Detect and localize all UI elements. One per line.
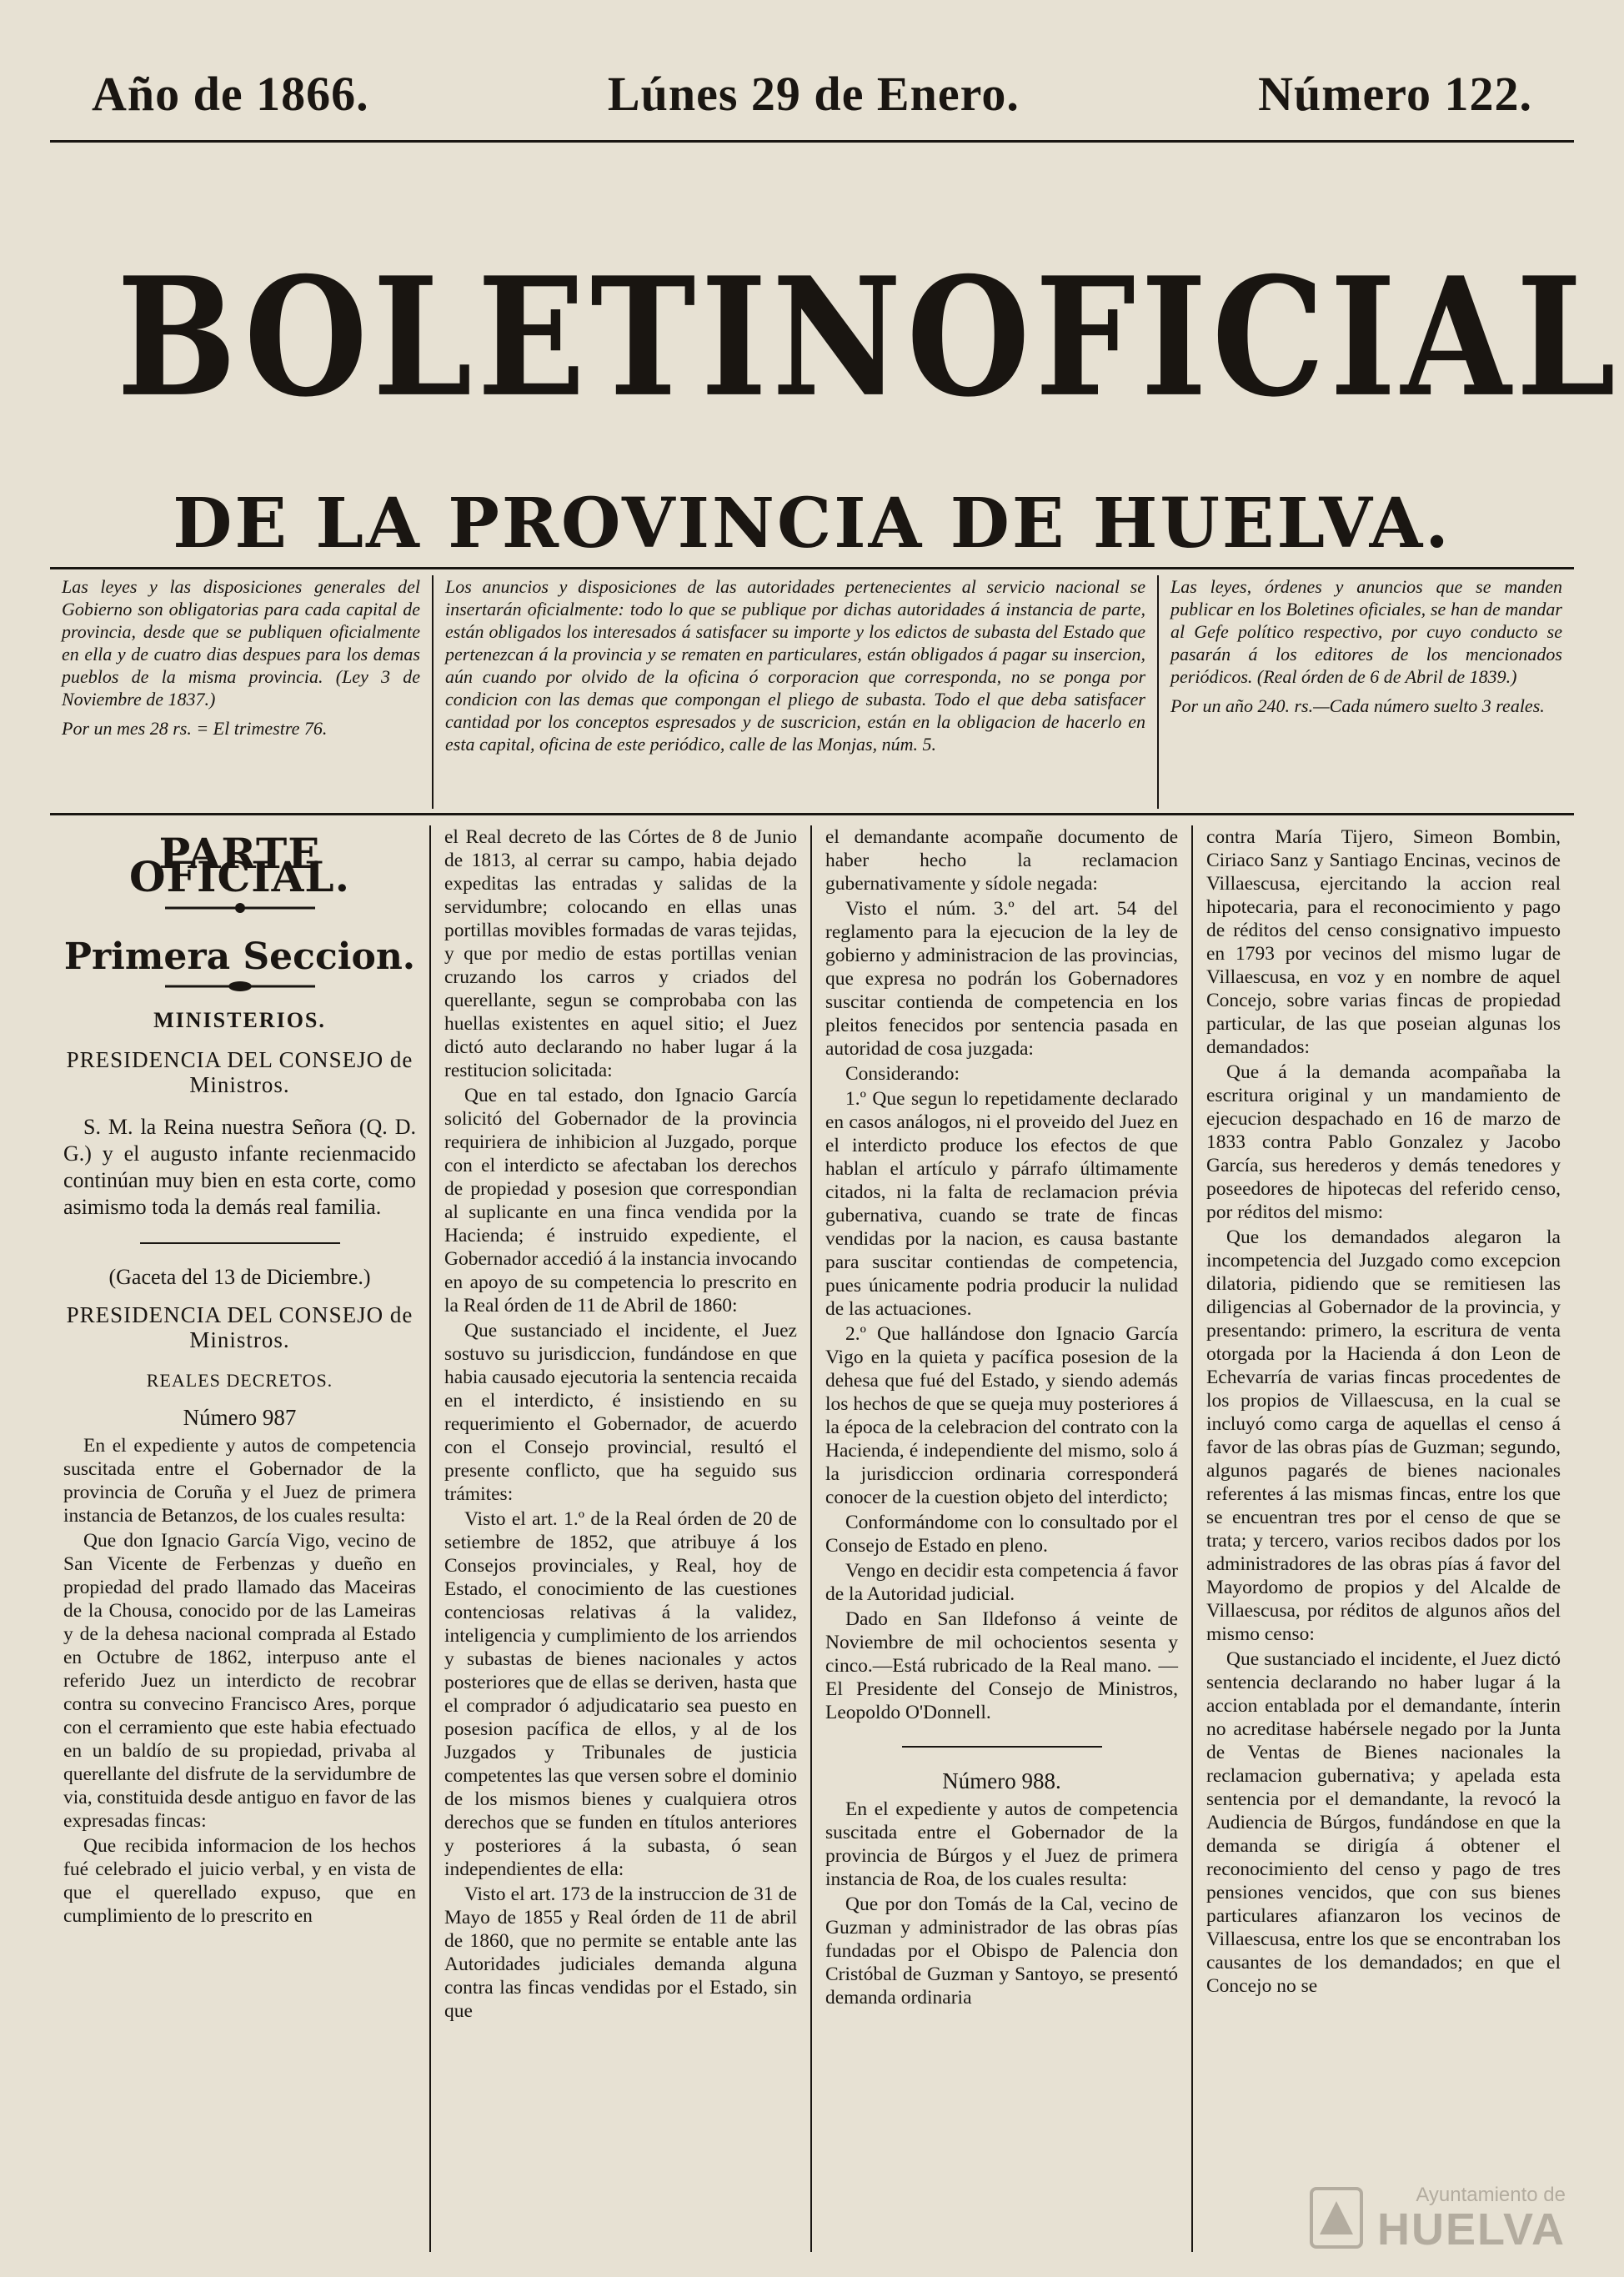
decree-number-987: Número 987	[183, 1405, 297, 1430]
paragraph: Que sustanciado el incidente, el Juez sostuvo su jurisdiccion, fundándose en que habia causado ejecutoria la sentencia recaida en el interdicto, é insistiendo en su requerimiento el Gobernador, de acuerdo con el Consejo provincial, resultó el presente conflicto, que ha seguido sus trámites:	[444, 1320, 797, 1505]
column-4	[1193, 825, 1574, 2252]
presidencia-heading: PRESIDENCIA DEL CONSEJO de Ministros.	[66, 1047, 414, 1097]
top-rule	[50, 140, 1574, 143]
separator-line	[140, 1242, 340, 1244]
primera-seccion-heading: Primera Seccion.	[63, 935, 416, 978]
watermark-small-text: Ayuntamiento de	[1416, 2184, 1566, 2206]
masthead-left-word: BOLETIN	[117, 242, 907, 434]
yearly-price: Por un año 240. rs.—Cada número suelto 3 reales.	[1170, 695, 1545, 716]
presidencia-heading-2: PRESIDENCIA DEL CONSEJO de Ministros.	[66, 1302, 414, 1352]
gaceta-reference: (Gaceta del 13 de Diciembre.)	[108, 1265, 371, 1289]
city-hall-logo-icon	[1307, 2184, 1366, 2251]
archive-watermark	[1307, 2184, 1566, 2252]
notices-bottom-rule	[50, 813, 1574, 815]
paragraph: Considerando:	[845, 1063, 960, 1085]
masthead	[50, 225, 1621, 450]
paragraph: Que en tal estado, don Ignacio García solicitó del Gobernador de la provincia requiriera de inhibicion al Juzgado, porque con el interdicto se afectaban los derechos de propiedad y posesion que correspondian al suplicante en una finca vendida por la Hacienda; é instruido expediente, el Gobernador accedió á la instancia invocando en apoyo de su competencia lo prescrito en la Real órden de 11 de Abril de 1860:	[444, 1085, 797, 1317]
paragraph: En el expediente y autos de competencia suscitada entre el Gobernador de la provincia de Coruña y el Juez de primera instancia de Betanzos, de los cuales resulta:	[63, 1435, 416, 1527]
paragraph: Visto el art. 1.º de la Real órden de 20 de setiembre de 1852, que atribuye á los Consejos provinciales, y Real, hoy de Estado, el conocimiento de las cuestiones contenciosas relativas á la validez, inteligencia y cumplimiento de los arriendos y subastas de bienes nacionales y actos posteriores que de ellas se deriven, hasta que el comprador ó adjudicatario sea puesto en posesion pacífica de ellos, y al de los Juzgados y Tribunales de justicia competentes las que versen sobre el dominio de los mismos bienes y cualquiera otros derechos que se funden en títulos anteriores y posteriores á la subasta, ó sean independientes de ella:	[444, 1508, 797, 1880]
watermark-big-text: HUELVA	[1377, 2204, 1566, 2254]
monthly-price: Por un mes 28 rs. = El trimestre 76.	[62, 718, 328, 739]
paragraph: Que don Ignacio García Vigo, vecino de San Vicente de Ferbenzas y dueño en propiedad del prado llamado das Maceiras de la Chousa, conocido por de las Lameiras y de la dehesa nacional comprada al Estado en Octubre de 1862, interpuso ante el referido Juez un interdicto de recobrar contra su convecino Francisco Ares, porque con el cerramiento que este habia efectuado en un baldío de su propiedad, privaba al querellante del disfrute de la servidumbre de via, constituida desde antiguo en favor de las expresadas fincas:	[63, 1530, 416, 1832]
reales-decretos-heading: REALES DECRETOS.	[146, 1370, 333, 1391]
date-label: Lúnes 29 de Enero.	[607, 67, 1020, 121]
masthead-subtitle: DE LA PROVINCIA DE HUELVA.	[173, 484, 1451, 564]
ministerios-heading: MINISTERIOS.	[153, 1008, 326, 1032]
paragraph: el Real decreto de las Córtes de 8 de Junio de 1813, al cerrar su campo, habia dejado expeditas las entradas y salidas de la servidumbre; colocando en ellas unas portillas movibles formadas de varas tejidas, y que por medio de estas portillas venian cruzando los carros y criados del querellante, segun se comprobaba con las huellas existentes en aquel sitio; el Juez dictó auto declarando no haber lugar á la restitucion solicitada:	[444, 826, 797, 1081]
column-1	[50, 825, 431, 2252]
notice-center	[434, 575, 1159, 809]
paragraph: Que sustanciado el incidente, el Juez dictó sentencia declarando no haber lugar á la accion entablada por el demandante, ínterin no acreditase habérsele negado por la Junta de Ventas de Bienes nacionales la reclamacion gubernativa; y apelada esta sentencia por el demandante, la revocó la Audiencia de Búrgos, fundándose en que la demanda se dirigía á obtener el reconocimiento del censo y pago de tres pensiones vencidos, que con sus bienes particulares afianzaron los vecinos de Villaescusa, entre los que se encontraban los causantes de los demandados; en que el Concejo no se	[1206, 1648, 1561, 1997]
year-label: Año de 1866.	[92, 67, 369, 121]
column-2	[431, 825, 812, 2252]
paragraph: 1.º Que segun lo repetidamente declarado en casos análogos, ni el proveido del Juez en el interdicto produce los efectos de que hablan el artículo y párrafo últimamente citados, ni la falta de reclamacion prévia gubernativa, cuando se trate de fincas vendidas por la nacion, es causa bastante para suscitar contiendas de competencia, pues únicamente podria producir la nulidad de las actuaciones.	[825, 1088, 1178, 1320]
ornament-divider-icon	[63, 977, 416, 994]
separator-line	[902, 1746, 1102, 1748]
dateline	[92, 58, 1532, 129]
column-3	[812, 825, 1193, 2252]
masthead-right-word: OFICIAL	[906, 242, 1621, 434]
notice-center-text: Los anuncios y disposiciones de las autoridades pertenecientes al servicio nacional se insertarán oficialmente: todo lo que se publique por dichas autoridades á instancia de parte, están obligados los interesados á satisfacer su importe y los edictos de subasta del Estado que pertenezcan á la provincia y se rematen en particulares, están obligados á pagar su insercion, aún cuando por olvido de la oficina ó corporacion que corresponda, no se ponga por condicion con las demas que compongan el pliego de subasta. Todo el que deba satisfacer cantidad por los conceptos espresados y de suscricion, están en la obligacion de hacerlo en esta capital, oficina de este periódico, calle de las Monjas, núm. 5.	[445, 576, 1145, 755]
ornament-divider-icon	[63, 899, 416, 915]
paragraph: contra María Tijero, Simeon Bombin, Ciriaco Sanz y Santiago Encinas, vecinos de Villaescusa, ejercitando la accion real hipotecaria, para el reconocimiento y pago de réditos del censo consignativo impuesto en 1793 por vecinos del mismo lugar de Villaescusa, en voz y en nombre de aquel Concejo, sobre varias fincas de propiedad particular, de las que poseian algunas los demandados:	[1206, 826, 1561, 1058]
paragraph: Vengo en decidir esta competencia á favor de la Autoridad judicial.	[825, 1560, 1178, 1605]
paragraph: Conformándome con lo consultado por el Consejo de Estado en pleno.	[825, 1512, 1178, 1557]
notice-left	[50, 575, 434, 809]
notice-right	[1159, 575, 1574, 809]
paragraph: En el expediente y autos de competencia suscitada entre el Gobernador de la provincia de Búrgos y el Juez de primera instancia de Roa, de los cuales resulta:	[825, 1798, 1178, 1890]
notice-left-text: Las leyes y las disposiciones generales del Gobierno son obligatorias para cada capital de provincia, desde que se publiquen oficialmente en ella y de cuatro dias despues para los demas pueblos de la misma provincia. (Ley 3 de Noviembre de 1837.)	[62, 576, 420, 710]
notices-band	[50, 575, 1574, 809]
body-columns	[50, 825, 1574, 2252]
paragraph: 2.º Que hallándose don Ignacio García Vigo en la quieta y pacífica posesion de la dehesa que fué del Estado, y siendo además los hechos de que se queja muy posteriores á la época de la celebracion del contrato con la Hacienda, é independiente del mismo, solo á la jurisdiccion ordinaria corresponderá conocer de la cuestion objeto del interdicto;	[825, 1323, 1178, 1508]
paragraph: Que los demandados alegaron la incompetencia del Juzgado como excepcion dilatoria, pidiendo que se remitiesen las diligencias al Gobernador de la provincia, y presentando: primero, la escritura de venta otorgada por la Hacienda á don Leon de Echevarría de varias fincas procedentes de los propios de Villaescusa, en la cual se incluyó como carga de aquellas el censo á favor de las obras pías de Guzman; segundo, algunos pagarés de bienes nacionales referentes á las mismas fincas, entre los que se encuentran tres por el censo de que se trata; y tercero, varios recibos dados por los administradores de las obras pías á favor del Mayordomo de propios y del Alcalde de Villaescusa, por réditos de algunos años del mismo censo:	[1206, 1226, 1561, 1645]
paragraph: Que por don Tomás de la Cal, vecino de Guzman y administrador de las obras pías fundadas por el Obispo de Palencia don Cristóbal de Guzman y Santoyo, se presentó demanda ordinaria	[825, 1893, 1178, 2009]
paragraph: el demandante acompañe documento de haber hecho la reclamacion gubernativamente y sídole negada:	[825, 826, 1178, 895]
paragraph: Que recibida informacion de los hechos fué celebrado el juicio verbal, y en vista de que el querellado expuso, que en cumplimiento de lo prescrito en	[63, 1835, 416, 1927]
paragraph: Visto el núm. 3.º del art. 54 del reglamento para la ejecucion de la ley de gobierno y administracion de las provincias, que expresa no podrán los Gobernadores suscitar contienda de competencia en los pleitos fenecidos por sentencia pasada en autoridad de cosa juzgada:	[825, 898, 1178, 1060]
paragraph: Visto el art. 173 de la instruccion de 31 de Mayo de 1855 y Real órden de 11 de abril de 1860, que no permite se entable ante las Autoridades judiciales demanda alguna contra las fincas vendidas por el Estado, sin que	[444, 1883, 797, 2022]
notice-right-text: Las leyes, órdenes y anuncios que se manden publicar en los Boletines oficiales, se han de mandar al Gefe político respectivo, por cuyo conducto se pasarán á los editores de los mencionados periódicos. (Real órden de 6 de Abril de 1839.)	[1170, 576, 1562, 687]
decree-number-988: Número 988.	[942, 1768, 1061, 1793]
issue-number: Número 122.	[1258, 67, 1532, 121]
paragraph: Dado en San Ildefonso á veinte de Noviembre de mil ochocientos sesenta y cinco.—Está rubricado de la Real mano. —El Presidente del Consejo de Ministros, Leopoldo O'Donnell.	[825, 1608, 1178, 1723]
notices-top-rule	[50, 567, 1574, 569]
royal-health-paragraph: S. M. la Reina nuestra Señora (Q. D. G.) y el augusto infante recienmacido continúan muy bien en esta corte, como asimismo toda la demás real familia.	[63, 1115, 416, 1219]
parte-oficial-heading: PARTE OFICIAL.	[129, 829, 350, 901]
paragraph: Que á la demanda acompañaba la escritura original y un mandamiento de ejecucion despachado en 16 de marzo de 1833 contra Pablo Gonzalez y Jacobo García, sus herederos y demás tenedores y poseedores de hipotecas del referido censo, por réditos del mismo:	[1206, 1061, 1561, 1223]
